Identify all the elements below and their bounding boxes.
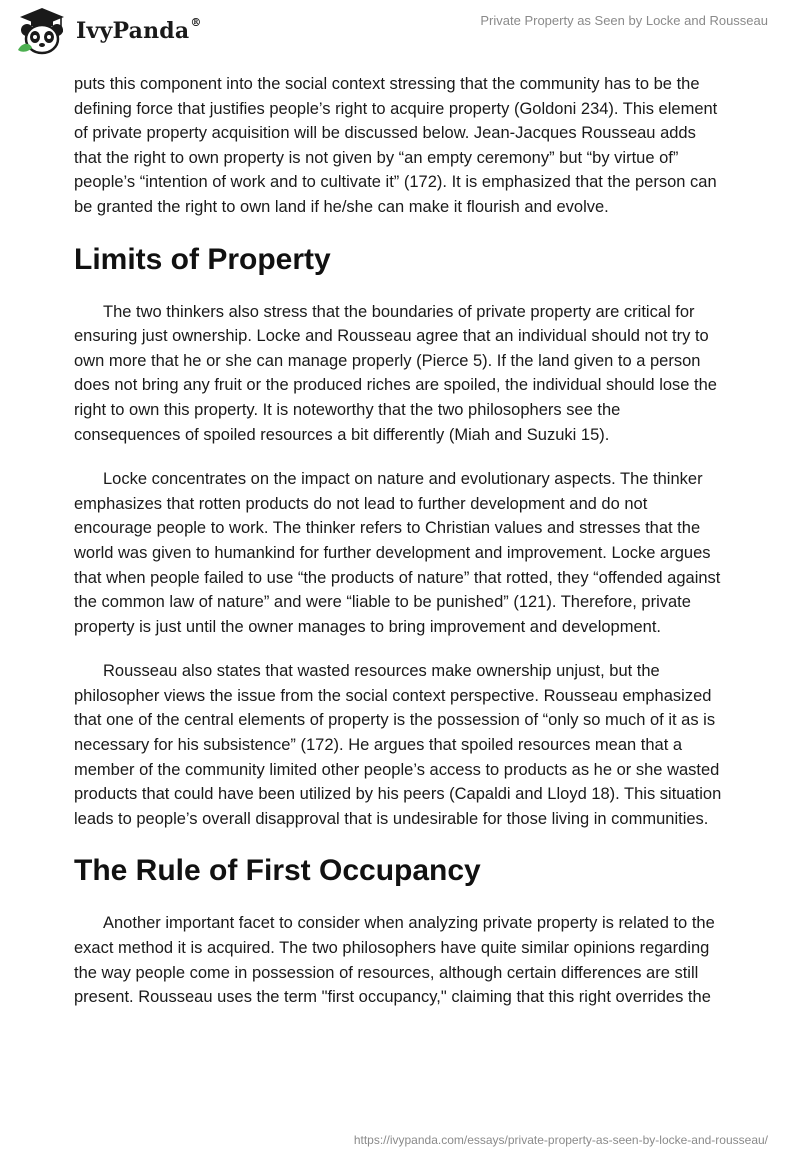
brand-name[interactable] [76, 18, 202, 44]
brand-label: IvyPanda [76, 18, 190, 44]
section-heading-rule-of-first-occupancy: The Rule of First Occupancy [74, 854, 481, 888]
paragraph: Another important facet to consider when analyzing private property is related to the exact method it is acquired. The two philosophers have quite similar opinions regarding the way people come in possession of resources, although certain differences are still present. Rousseau uses the term "first occupancy," claiming that this right overrides the [74, 914, 715, 1007]
source-url[interactable]: https://ivypanda.com/essays/private-property-as-seen-by-locke-and-rousseau/ [353, 1133, 768, 1147]
paragraph: Rousseau also states that wasted resources make ownership unjust, but the philosopher views the issue from the social context perspective. Rousseau emphasized that one of the central elements of property is the possession of “only so much of it as is necessary for his subsistence” (172). He argues that spoiled resources mean that a member of the community limited other people’s access to products as he or she wasted products that could have been utilized by his peers (Capaldi and Lloyd 18). This situation leads to people’s overall disapproval that is undesirable for those living in communities. [74, 662, 722, 828]
paragraph: The two thinkers also stress that the boundaries of private property are critical for ensuring just ownership. Locke and Rousseau agree that an individual should not try to own more that he or she can manage properly (Pierce 5). If the land given to a person does not bring any fruit or the produced riches are spoiled, the individual should lose the right to own this property. It is noteworthy that the two philosophers see the consequences of spoiled resources a bit differently (Miah and Suzuki 15). [74, 302, 717, 444]
page-header [0, 0, 800, 68]
intro-paragraph: puts this component into the social context stressing that the community has to be the defining force that justifies people’s right to acquire property (Goldoni 234). This element of private property acquisition will be discussed below. Jean-Jacques Rousseau adds that the right to own property is not given by “an empty ceremony” but “by virtue of” people’s “intention of work and to cultivate it” (172). It is emphasized that the person can be granted the right to own land if he/she can make it flourish and evolve. [74, 75, 718, 216]
document-title: Private Property as Seen by Locke and Rousseau [480, 13, 768, 28]
paragraph: Locke concentrates on the impact on nature and evolutionary aspects. The thinker emphasizes that rotten products do not lead to further development and do not encourage people to work. The thinker refers to Christian values and stresses that the world was given to humankind for further development and improvement. Locke argues that when people failed to use “the products of nature” that rotted, they “offended against the common law of nature” and were “liable to be punished” (121). Therefore, private property is just until the owner manages to bring improvement and development. [74, 470, 721, 636]
essay-content [74, 72, 726, 1030]
section-heading-limits-of-property: Limits of Property [74, 242, 331, 276]
panda-graduation-cap-icon[interactable] [14, 6, 70, 58]
registered-mark: ® [190, 16, 202, 29]
